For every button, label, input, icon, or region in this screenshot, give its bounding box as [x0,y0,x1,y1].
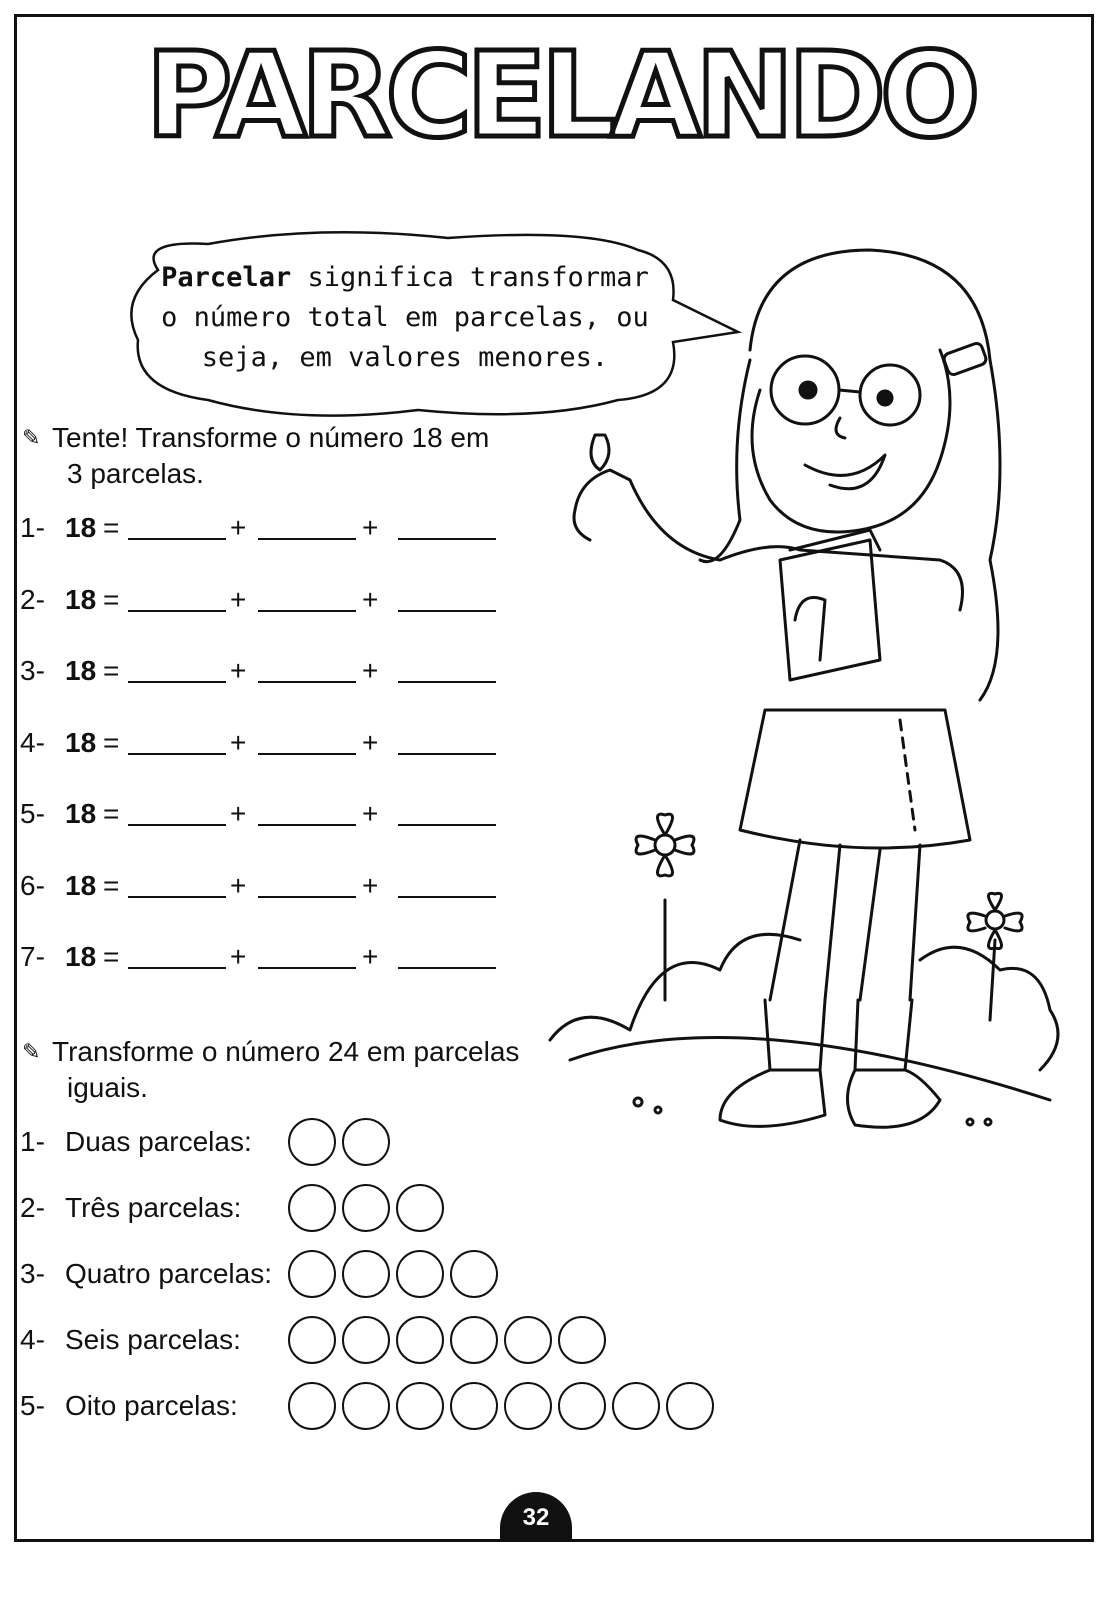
equation-total: 18 [65,583,97,615]
row-number: 5- [20,798,45,829]
equation-total: 18 [65,512,97,543]
plus-sign: + [362,583,379,615]
answer-blank-2[interactable] [258,610,356,612]
parcel-label: Quatro parcelas: [65,1258,272,1289]
plus-sign: + [362,655,379,686]
pencil-icon: ✎ [22,425,41,450]
row-number: 4- [20,726,45,758]
row-number: 1- [20,1126,45,1157]
answer-blank-1[interactable] [128,824,226,826]
row-number: 2- [20,583,45,615]
instruction-1-line1: Tente! Transforme o número 18 em [52,422,490,453]
answer-blank-3[interactable] [398,967,496,969]
answer-circle[interactable] [288,1250,336,1298]
equals-sign: = [103,941,120,972]
answer-circle[interactable] [504,1316,552,1364]
equation-row [20,870,540,910]
girl-illustration [540,240,1100,1240]
answer-circle[interactable] [288,1118,336,1166]
answer-blank-1[interactable] [128,538,226,540]
answer-circle[interactable] [504,1382,552,1430]
answer-circles [288,1316,606,1364]
row-number: 3- [20,655,45,686]
equation-total: 18 [65,798,97,829]
answer-circle[interactable] [396,1316,444,1364]
page-title-text: PARCELANDO [145,26,975,164]
parcel-label: Duas parcelas: [65,1126,252,1157]
answer-circle[interactable] [288,1316,336,1364]
instruction-1-line2: 3 parcelas. [67,458,204,489]
equation-row [20,584,540,624]
row-number: 4- [20,1324,45,1355]
row-number: 3- [20,1258,45,1289]
answer-blank-2[interactable] [258,896,356,898]
instruction-1 [22,420,489,492]
parcel-label: Seis parcelas: [65,1324,241,1355]
equation-total: 18 [65,941,97,972]
answer-blank-1[interactable] [128,967,226,969]
plus-sign: + [362,726,379,758]
equals-sign: = [103,869,120,901]
page-number: 32 [500,1492,572,1542]
plus-sign: + [230,798,247,829]
answer-blank-3[interactable] [398,753,496,755]
equation-total: 18 [65,726,97,758]
row-number: 6- [20,869,45,901]
answer-blank-2[interactable] [258,681,356,683]
answer-circle[interactable] [450,1382,498,1430]
answer-circle[interactable] [342,1184,390,1232]
parcel-label: Oito parcelas: [65,1390,238,1421]
plus-sign: + [362,941,379,972]
pencil-icon: ✎ [22,1039,41,1064]
equals-sign: = [103,583,120,615]
answer-blank-2[interactable] [258,967,356,969]
answer-circle[interactable] [558,1316,606,1364]
equation-total: 18 [65,655,97,686]
equation-total: 18 [65,869,97,901]
answer-circle[interactable] [396,1184,444,1232]
equation-row [20,798,540,838]
answer-blank-2[interactable] [258,538,356,540]
answer-blank-3[interactable] [398,538,496,540]
answer-circle[interactable] [558,1382,606,1430]
answer-blank-1[interactable] [128,896,226,898]
answer-circles [288,1250,498,1298]
plus-sign: + [362,869,379,901]
equals-sign: = [103,798,120,829]
answer-circle[interactable] [342,1382,390,1430]
plus-sign: + [230,655,247,686]
equals-sign: = [103,512,120,543]
plus-sign: + [230,941,247,972]
equation-row [20,655,540,695]
equation-row [20,727,540,767]
answer-blank-2[interactable] [258,824,356,826]
parcel-label: Três parcelas: [65,1192,242,1223]
answer-circles [288,1382,714,1430]
page-title [145,26,975,164]
row-number: 5- [20,1390,45,1421]
plus-sign: + [362,798,379,829]
answer-blank-3[interactable] [398,681,496,683]
answer-blank-3[interactable] [398,896,496,898]
bubble-rest: significa transformar o número total em parcelas, ou seja, em valores menores. [161,262,649,373]
plus-sign: + [362,512,379,543]
answer-blank-1[interactable] [128,753,226,755]
answer-circle[interactable] [288,1382,336,1430]
answer-circle[interactable] [666,1382,714,1430]
answer-circle[interactable] [342,1250,390,1298]
plus-sign: + [230,512,247,543]
answer-circle[interactable] [396,1382,444,1430]
answer-circle[interactable] [288,1184,336,1232]
answer-blank-1[interactable] [128,681,226,683]
plus-sign: + [230,869,247,901]
answer-circle[interactable] [396,1250,444,1298]
plus-sign: + [230,726,247,758]
answer-circles [288,1184,444,1232]
instruction-2-line1: Transforme o número 24 em parcelas [52,1036,520,1067]
equals-sign: = [103,655,120,686]
answer-blank-3[interactable] [398,824,496,826]
equals-sign: = [103,726,120,758]
answer-blank-1[interactable] [128,610,226,612]
answer-circle[interactable] [342,1316,390,1364]
equation-row [20,941,540,981]
instruction-2-line2: iguais. [67,1072,148,1103]
row-number: 1- [20,512,45,543]
row-number: 2- [20,1192,45,1223]
answer-blank-3[interactable] [398,610,496,612]
answer-circles [288,1118,390,1166]
answer-circle[interactable] [450,1316,498,1364]
instruction-2 [22,1034,519,1106]
equation-row [20,512,540,552]
bubble-bold-word: Parcelar [161,262,292,293]
answer-circle[interactable] [612,1382,660,1430]
answer-circle[interactable] [450,1250,498,1298]
row-number: 7- [20,941,45,972]
plus-sign: + [230,583,247,615]
answer-circle[interactable] [342,1118,390,1166]
answer-blank-2[interactable] [258,753,356,755]
